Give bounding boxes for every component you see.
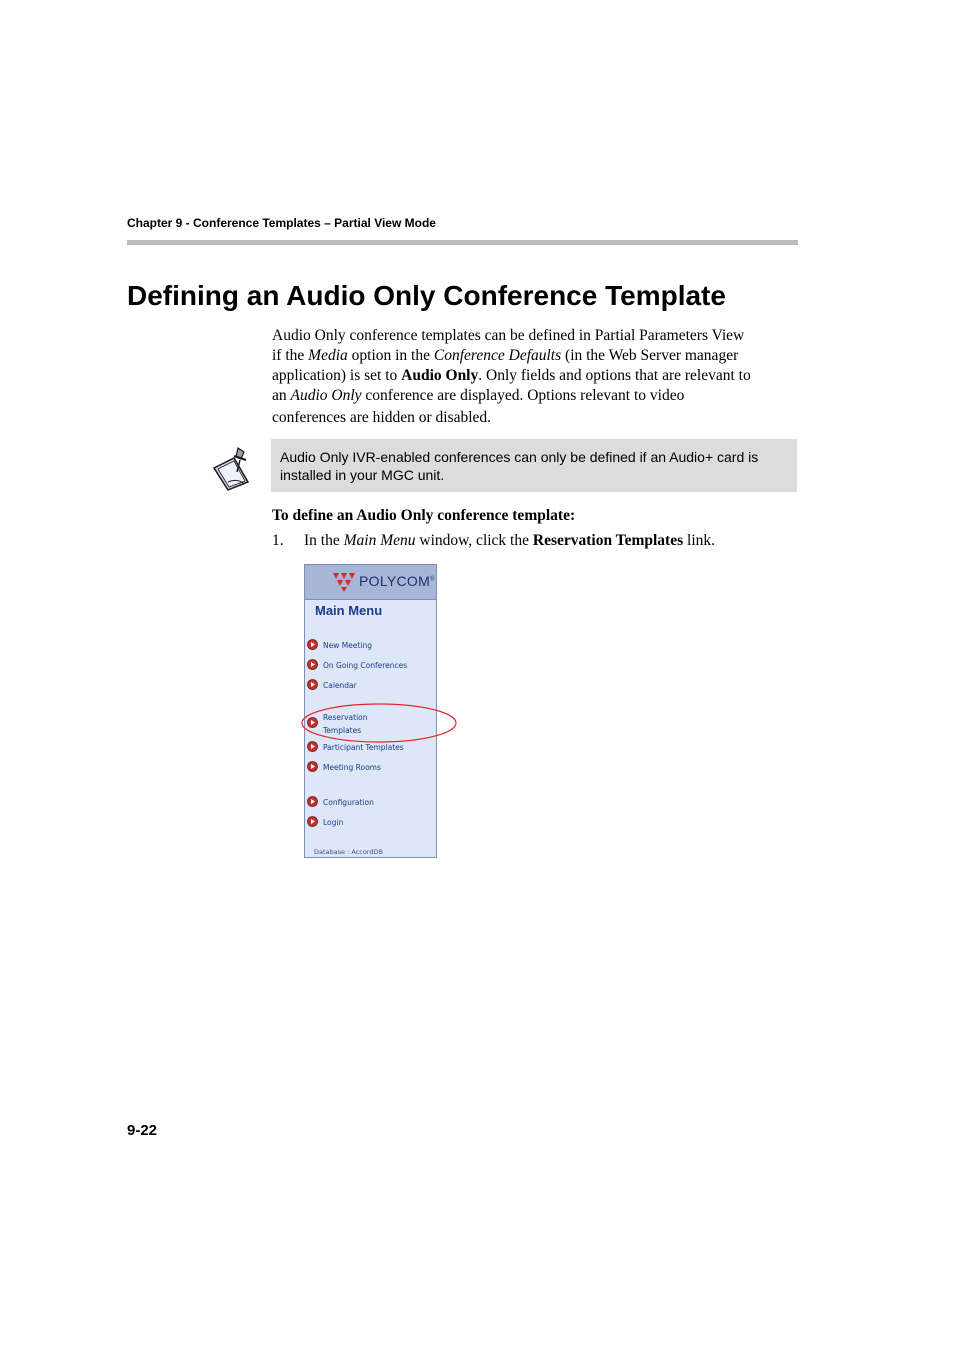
- step-text-part: window, click the: [415, 532, 533, 549]
- menu-item-label: Configuration: [323, 798, 374, 807]
- intro-emphasis: Media: [308, 347, 348, 364]
- arrow-bullet-icon: [307, 796, 318, 807]
- menu-item-label: Participant Templates: [323, 743, 404, 752]
- menu-item-on-going-conferences[interactable]: [307, 659, 431, 672]
- highlight-ellipse: [300, 702, 458, 744]
- intro-text: Audio Only conference templates can be defined in Partial Parameters View: [272, 327, 745, 344]
- menu-item-configuration[interactable]: [307, 796, 431, 809]
- intro-paragraph: [272, 326, 797, 428]
- menu-item-login[interactable]: [307, 816, 431, 829]
- menu-item-new-meeting[interactable]: [307, 639, 431, 652]
- menu-item-label: New Meeting: [323, 641, 372, 650]
- intro-text: option in the: [347, 347, 434, 364]
- intro-text: (in the Web Server manager: [561, 347, 739, 364]
- step-text-part: In the: [304, 532, 344, 549]
- intro-text: . Only fields and options that are relevant to: [478, 367, 751, 384]
- intro-text: application) is set to: [272, 367, 402, 384]
- arrow-bullet-icon: [307, 659, 318, 670]
- menu-item-calendar[interactable]: [307, 679, 431, 692]
- menu-item-label-line: Templates: [323, 726, 362, 735]
- step-strong: Reservation Templates: [532, 532, 684, 549]
- note-text: Audio Only IVR-enabled conferences can only be defined if an Audio+ card is: [280, 449, 759, 465]
- menu-item-meeting-rooms[interactable]: [307, 761, 431, 774]
- intro-emphasis: Audio Only: [290, 387, 362, 404]
- step-number: 1.: [272, 532, 284, 549]
- arrow-bullet-icon: [307, 816, 318, 827]
- running-header: Chapter 9 - Conference Templates – Partial View Mode: [127, 216, 436, 230]
- page-number: 9-22: [127, 1122, 158, 1139]
- header-rule: [127, 240, 798, 245]
- step-emphasis: Main Menu: [343, 532, 416, 549]
- page-title: Defining an Audio Only Conference Template: [127, 280, 726, 311]
- menu-item-label-line: Reservation: [323, 713, 368, 722]
- logo-wordmark: POLYCOM: [359, 573, 431, 589]
- arrow-bullet-icon: [307, 679, 318, 690]
- intro-strong: Audio Only: [401, 367, 479, 384]
- note-pushpin-icon: [208, 444, 256, 492]
- logo-bar: [305, 565, 436, 600]
- database-label: Database : AccordDB: [314, 848, 383, 856]
- menu-item-label: Login: [323, 818, 344, 827]
- intro-text: an: [272, 387, 291, 404]
- procedure-heading: To define an Audio Only conference template:: [272, 507, 576, 524]
- logo-text: [359, 573, 435, 589]
- menu-title: Main Menu: [315, 603, 383, 618]
- note-text: installed in your MGC unit.: [280, 467, 445, 483]
- step-text: [304, 532, 715, 550]
- step-text-part: link.: [683, 532, 716, 549]
- intro-emphasis: Conference Defaults: [433, 347, 562, 364]
- menu-item-label: Calendar: [323, 681, 357, 690]
- arrow-bullet-icon: [307, 761, 318, 772]
- menu-item-label: Meeting Rooms: [323, 763, 381, 772]
- intro-text: conference are displayed. Options relevant to video: [361, 387, 685, 404]
- logo-trademark: ®: [430, 576, 435, 583]
- intro-text: if the: [272, 347, 309, 364]
- note-box: [271, 439, 797, 492]
- polycom-logo-icon: [332, 571, 356, 593]
- arrow-bullet-icon: [307, 639, 318, 650]
- menu-item-label: On Going Conferences: [323, 661, 408, 670]
- intro-text: conferences are hidden or disabled.: [272, 409, 492, 426]
